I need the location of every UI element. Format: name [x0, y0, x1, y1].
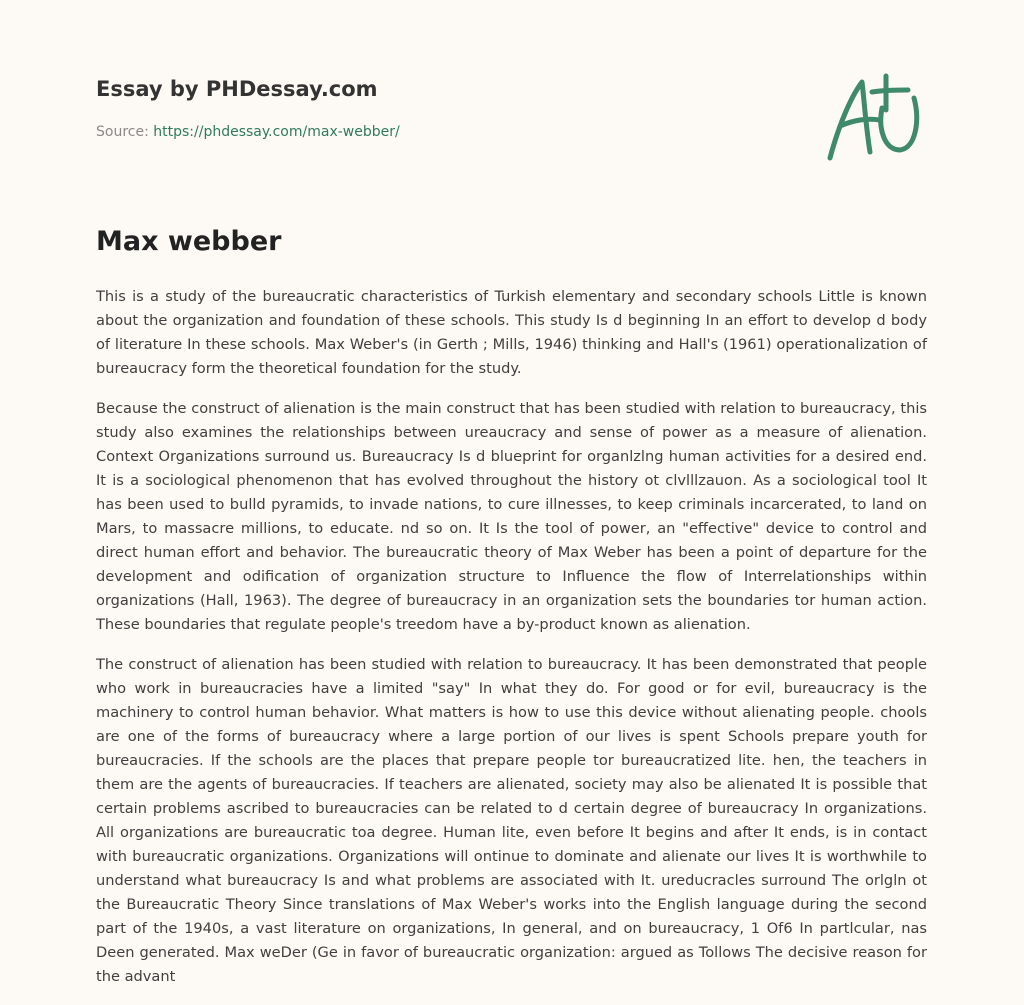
source-line [96, 124, 400, 140]
site-brand: Essay by PHDessay.com [96, 77, 378, 101]
essay-body [96, 285, 927, 1005]
essay-title: Max webber [96, 226, 282, 257]
paragraph: Because the construct of alienation is the main construct that has been studied with relation to bureaucracy, this study also examines the relationships between ureaucracy and sense of power as a measure of alienation. Context Organizations surround us. Bureaucracy Is d blueprint for organlzlng human activities for a desired end. It is a sociological phenomenon that has evolved throughout the history ot clvlllzauon. As a sociological tool It has been used to bulld pyramids, to invade nations, to cure illnesses, to keep criminals incarcerated, to land on Mars, to massacre millions, to educate. nd so on. It Is the tool of power, an "effective" device to control and direct human effort and behavior. The bureaucratic theory of Max Weber has been a point of departure for the development and odification of organization structure to Influence the flow of Interrelationships within organizations (Hall, 1963). The degree of bureaucracy in an organization sets the boundaries tor human action. These boundaries that regulate people's treedom have a by-product known as alienation. [96, 400, 927, 633]
paragraph: The construct of alienation has been studied with relation to bureaucracy. It has been demonstrated that people who work in bureaucracies have a limited "say" In what they do. For good or for evil, bureaucracy is the machinery to control human behavior. What matters is how to use this device without alienating people. chools are one of the forms of bureaucracy where a large portion of our lives is spent Schools prepare youth for bureaucracies. If the schools are the places that prepare people tor bureaucratized lite. hen, the teachers in them are the agents of bureaucracies. If teachers are alienated, society may also be alienated It is possible that certain problems ascribed to bureaucracies can be related to d certain degree of bureaucracy In organizations. All organizations are bureaucratic toa degree. Human lite, even before It begins and after It ends, is in contact with bureaucratic organizations. Organizations will ontinue to dominate and alienate our lives It is worthwhile to understand what bureaucracy Is and what problems are associated with It. ureducracles surround The orlgln ot the Bureaucratic Theory Since translations of Max Weber's works into the English language during the second part of the 1940s, a vast literature on organizations, In general, and on bureaucracy, 1 Of6 In partlcular, nas Deen generated. Max weDer (Ge in favor of bureaucratic organization: argued as Tollows The decisive reason for the advant [96, 656, 927, 985]
a-plus-logo-icon [820, 68, 930, 164]
source-label: Source: [96, 124, 154, 140]
paragraph: This is a study of the bureaucratic characteristics of Turkish elementary and secondary schools Little is known about the organization and foundation of these schools. This study Is d beginning In an effort to develop d body of literature In these schools. Max Weber's (in Gerth ; Mills, 1946) thinking and Hall's (1961) operationalization of bureaucracy form the theoretical foundation for the study. [96, 288, 927, 377]
source-link[interactable]: https://phdessay.com/max-webber/ [153, 124, 400, 140]
